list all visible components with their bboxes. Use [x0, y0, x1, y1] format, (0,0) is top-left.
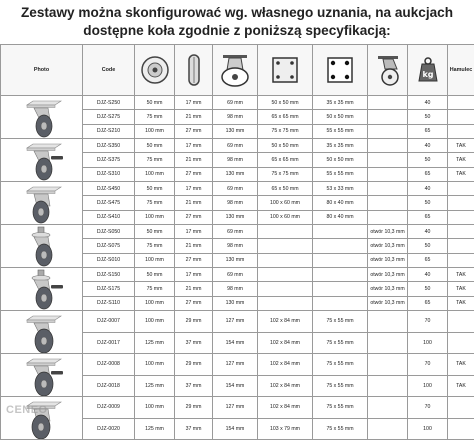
- column-header-1: [83, 45, 135, 96]
- table-cell: [368, 375, 408, 397]
- heading-line-2: dostępne koła zgodnie z poniższą specyfikacją:: [0, 22, 474, 40]
- table-row: [1, 268, 474, 282]
- table-cell: 17 mm: [175, 268, 213, 282]
- heavy-swivel-brake-caster-photo: [11, 354, 73, 396]
- column-header-4: [213, 45, 258, 96]
- table-cell: TAK: [448, 268, 474, 282]
- fixed-plate-caster-photo: [11, 182, 73, 224]
- table-cell: TAK: [448, 354, 474, 376]
- table-cell: TAK: [448, 167, 474, 181]
- table-cell: DJZ-S375: [83, 153, 135, 167]
- table-cell: 130 mm: [213, 210, 258, 224]
- table-cell: 127 mm: [213, 397, 258, 419]
- table-cell: DJZ-S110: [83, 296, 135, 310]
- table-cell: [448, 182, 474, 196]
- table-cell: DJZ-0007: [83, 311, 135, 333]
- table-cell: 50: [408, 239, 448, 253]
- table-cell: 40: [408, 225, 448, 239]
- table-cell: 50 x 50 mm: [313, 153, 368, 167]
- table-cell: 65 x 50 mm: [258, 182, 313, 196]
- product-photo-cell: [1, 354, 83, 397]
- table-cell: 17 mm: [175, 139, 213, 153]
- table-cell: otwór 10,3 mm: [368, 253, 408, 267]
- table-cell: 27 mm: [175, 167, 213, 181]
- table-cell: 70: [408, 354, 448, 376]
- table-cell: 37 mm: [175, 375, 213, 397]
- table-cell: 70: [408, 311, 448, 333]
- table-cell: 102 x 84 mm: [258, 311, 313, 333]
- table-cell: 55 x 55 mm: [313, 167, 368, 181]
- table-cell: 100: [408, 418, 448, 440]
- column-header-label: Code: [102, 67, 115, 73]
- table-cell: DJZ-0009: [83, 397, 135, 419]
- table-cell: DJZ-S075: [83, 239, 135, 253]
- table-cell: [448, 225, 474, 239]
- column-header-8: [408, 45, 448, 96]
- table-cell: 17 mm: [175, 225, 213, 239]
- table-cell: 75 x 55 mm: [313, 311, 368, 333]
- column-header-label: Photo: [34, 67, 49, 73]
- table-cell: 100 mm: [135, 296, 175, 310]
- table-cell: 98 mm: [213, 282, 258, 296]
- table-cell: 75 mm: [135, 153, 175, 167]
- table-cell: DJZ-0017: [83, 332, 135, 354]
- table-cell: 37 mm: [175, 332, 213, 354]
- table-cell: DJZ-0008: [83, 354, 135, 376]
- table-cell: 75 x 75 mm: [258, 124, 313, 138]
- table-cell: [448, 311, 474, 333]
- table-cell: [258, 282, 313, 296]
- table-cell: 100 mm: [135, 167, 175, 181]
- table-cell: TAK: [448, 375, 474, 397]
- table-cell: [368, 354, 408, 376]
- table-cell: 75 mm: [135, 110, 175, 124]
- table-cell: [368, 311, 408, 333]
- caster-height-icon: [217, 52, 253, 88]
- table-cell: 50: [408, 110, 448, 124]
- table-cell: 154 mm: [213, 418, 258, 440]
- table-cell: 50 mm: [135, 182, 175, 196]
- table-cell: 103 x 79 mm: [258, 418, 313, 440]
- swivel-plate-caster-photo: [11, 96, 73, 138]
- table-cell: 69 mm: [213, 96, 258, 110]
- swivel-offset-icon: [373, 53, 403, 87]
- table-cell: 27 mm: [175, 296, 213, 310]
- table-cell: DJZ-S310: [83, 167, 135, 181]
- table-cell: [448, 253, 474, 267]
- table-cell: 50 x 50 mm: [258, 96, 313, 110]
- table-cell: 53 x 33 mm: [313, 182, 368, 196]
- table-cell: [368, 418, 408, 440]
- product-photo-cell: [1, 311, 83, 354]
- table-cell: TAK: [448, 139, 474, 153]
- table-cell: otwór 10,3 mm: [368, 239, 408, 253]
- watermark: CENEO: [6, 404, 48, 416]
- table-row: [1, 311, 474, 333]
- table-cell: 100 mm: [135, 253, 175, 267]
- table-cell: 50 mm: [135, 268, 175, 282]
- heading-line-1: Zestawy można skonfigurować wg. własnego uznania, na aukcjach: [0, 4, 474, 22]
- table-cell: DJZ-S450: [83, 182, 135, 196]
- table-cell: 69 mm: [213, 139, 258, 153]
- table-cell: 100 x 60 mm: [258, 210, 313, 224]
- bolt-hole-brake-caster-photo: [11, 268, 73, 310]
- table-cell: 17 mm: [175, 96, 213, 110]
- table-cell: 100 x 60 mm: [258, 196, 313, 210]
- table-cell: DJZ-S050: [83, 225, 135, 239]
- table-cell: 98 mm: [213, 153, 258, 167]
- table-cell: 125 mm: [135, 332, 175, 354]
- table-cell: 100 mm: [135, 210, 175, 224]
- table-cell: [368, 167, 408, 181]
- table-cell: otwór 10,3 mm: [368, 225, 408, 239]
- table-cell: 50 mm: [135, 225, 175, 239]
- table-cell: 40: [408, 268, 448, 282]
- table-cell: 21 mm: [175, 196, 213, 210]
- column-header-0: [1, 45, 83, 96]
- table-cell: 70: [408, 397, 448, 419]
- table-cell: 100: [408, 332, 448, 354]
- column-header-7: [368, 45, 408, 96]
- table-cell: [448, 418, 474, 440]
- product-photo-cell: [1, 182, 83, 225]
- table-cell: [368, 124, 408, 138]
- hole-spacing-icon: [325, 55, 355, 85]
- column-header-label: Hamulec: [450, 67, 472, 73]
- table-cell: 75 mm: [135, 239, 175, 253]
- table-cell: [448, 196, 474, 210]
- table-row: [1, 354, 474, 376]
- table-cell: 21 mm: [175, 110, 213, 124]
- table-cell: 50 x 50 mm: [258, 139, 313, 153]
- column-header-3: [175, 45, 213, 96]
- table-cell: 75 x 55 mm: [313, 397, 368, 419]
- table-row: [1, 397, 474, 419]
- product-photo-cell: [1, 225, 83, 268]
- table-cell: 40: [408, 182, 448, 196]
- table-cell: 50: [408, 153, 448, 167]
- table-cell: [258, 253, 313, 267]
- table-cell: [448, 397, 474, 419]
- wheel-side-icon: [183, 53, 205, 87]
- table-cell: 102 x 84 mm: [258, 397, 313, 419]
- table-cell: DJZ-S210: [83, 124, 135, 138]
- table-cell: 127 mm: [213, 311, 258, 333]
- swivel-brake-caster-photo: [11, 139, 73, 181]
- table-cell: [258, 239, 313, 253]
- table-cell: [448, 96, 474, 110]
- table-cell: 21 mm: [175, 153, 213, 167]
- table-row: [1, 139, 474, 153]
- table-cell: 65 x 65 mm: [258, 110, 313, 124]
- product-photo-cell: [1, 268, 83, 311]
- table-cell: TAK: [448, 153, 474, 167]
- table-cell: 100 mm: [135, 354, 175, 376]
- table-cell: 154 mm: [213, 375, 258, 397]
- table-cell: 80 x 40 mm: [313, 210, 368, 224]
- table-cell: 75 x 75 mm: [258, 167, 313, 181]
- table-cell: [448, 110, 474, 124]
- table-cell: [313, 225, 368, 239]
- table-cell: 27 mm: [175, 124, 213, 138]
- table-cell: [368, 196, 408, 210]
- table-cell: DJZ-S175: [83, 282, 135, 296]
- table-cell: 130 mm: [213, 253, 258, 267]
- column-header-9: [448, 45, 474, 96]
- table-cell: DJZ-S475: [83, 196, 135, 210]
- table-cell: DJZ-S010: [83, 253, 135, 267]
- table-body: [1, 96, 474, 440]
- table-cell: 100 mm: [135, 311, 175, 333]
- heavy-swivel-caster-photo: [11, 311, 73, 353]
- table-cell: 75 mm: [135, 282, 175, 296]
- table-cell: 65: [408, 124, 448, 138]
- product-photo-cell: [1, 139, 83, 182]
- table-cell: 65: [408, 296, 448, 310]
- table-cell: [368, 139, 408, 153]
- table-cell: [368, 110, 408, 124]
- table-cell: 27 mm: [175, 210, 213, 224]
- table-cell: 21 mm: [175, 282, 213, 296]
- product-photo-cell: [1, 397, 83, 440]
- table-cell: DJZ-S410: [83, 210, 135, 224]
- table-cell: 130 mm: [213, 124, 258, 138]
- table-header-row: [1, 45, 474, 96]
- table-cell: DJZ-S250: [83, 96, 135, 110]
- table-cell: TAK: [448, 296, 474, 310]
- column-header-6: [313, 45, 368, 96]
- table-cell: [313, 268, 368, 282]
- table-cell: DJZ-S150: [83, 268, 135, 282]
- table-row: [1, 225, 474, 239]
- table-cell: [368, 332, 408, 354]
- table-cell: 102 x 84 mm: [258, 375, 313, 397]
- table-cell: [258, 296, 313, 310]
- table-cell: [368, 397, 408, 419]
- table-cell: 75 x 55 mm: [313, 418, 368, 440]
- table-cell: 40: [408, 96, 448, 110]
- table-cell: [313, 282, 368, 296]
- table-cell: 100 mm: [135, 397, 175, 419]
- table-cell: [448, 332, 474, 354]
- table-cell: 98 mm: [213, 110, 258, 124]
- table-cell: 98 mm: [213, 196, 258, 210]
- table-cell: DJZ-0018: [83, 375, 135, 397]
- table-cell: 102 x 84 mm: [258, 354, 313, 376]
- table-cell: 102 x 84 mm: [258, 332, 313, 354]
- column-header-2: [135, 45, 175, 96]
- table-cell: [313, 239, 368, 253]
- table-cell: 35 x 35 mm: [313, 96, 368, 110]
- table-cell: 130 mm: [213, 296, 258, 310]
- table-cell: [258, 268, 313, 282]
- table-cell: 65: [408, 253, 448, 267]
- table-cell: 65 x 65 mm: [258, 153, 313, 167]
- table-cell: 65: [408, 167, 448, 181]
- table-row: [1, 182, 474, 196]
- table-cell: 50 x 50 mm: [313, 110, 368, 124]
- table-cell: 80 x 40 mm: [313, 196, 368, 210]
- table-cell: 55 x 55 mm: [313, 124, 368, 138]
- table-cell: 17 mm: [175, 182, 213, 196]
- table-cell: 75 mm: [135, 196, 175, 210]
- table-row: [1, 96, 474, 110]
- table-cell: [368, 96, 408, 110]
- table-cell: 50: [408, 282, 448, 296]
- table-cell: 127 mm: [213, 354, 258, 376]
- table-cell: [448, 210, 474, 224]
- table-cell: 65: [408, 210, 448, 224]
- table-cell: [368, 153, 408, 167]
- table-cell: 29 mm: [175, 354, 213, 376]
- table-cell: 125 mm: [135, 418, 175, 440]
- table-cell: 125 mm: [135, 375, 175, 397]
- table-cell: 75 x 55 mm: [313, 375, 368, 397]
- table-cell: 35 x 35 mm: [313, 139, 368, 153]
- table-cell: [448, 239, 474, 253]
- table-cell: 50 mm: [135, 96, 175, 110]
- table-cell: 154 mm: [213, 332, 258, 354]
- table-cell: [258, 225, 313, 239]
- table-cell: 50: [408, 196, 448, 210]
- table-cell: [368, 210, 408, 224]
- bolt-hole-caster-photo: [11, 225, 73, 267]
- table-cell: 29 mm: [175, 397, 213, 419]
- table-cell: [313, 253, 368, 267]
- table-cell: 75 x 55 mm: [313, 332, 368, 354]
- table-cell: otwór 10,3 mm: [368, 282, 408, 296]
- column-header-5: [258, 45, 313, 96]
- table-cell: 27 mm: [175, 253, 213, 267]
- table-cell: 29 mm: [175, 311, 213, 333]
- table-cell: 100: [408, 375, 448, 397]
- table-cell: DJZ-0020: [83, 418, 135, 440]
- table-cell: [313, 296, 368, 310]
- table-cell: [368, 182, 408, 196]
- table-cell: 40: [408, 139, 448, 153]
- table-cell: DJZ-S275: [83, 110, 135, 124]
- table-cell: 21 mm: [175, 239, 213, 253]
- wheel-front-icon: [140, 55, 170, 85]
- svg-text:kg: kg: [422, 70, 433, 79]
- table-cell: otwór 10,3 mm: [368, 268, 408, 282]
- table-cell: 69 mm: [213, 268, 258, 282]
- table-cell: DJZ-S350: [83, 139, 135, 153]
- table-cell: 100 mm: [135, 124, 175, 138]
- table-cell: 50 mm: [135, 139, 175, 153]
- table-cell: 98 mm: [213, 239, 258, 253]
- product-photo-cell: [1, 96, 83, 139]
- table-cell: 37 mm: [175, 418, 213, 440]
- table-cell: 75 x 55 mm: [313, 354, 368, 376]
- caster-spec-table: [0, 44, 474, 440]
- plate-size-icon: [270, 55, 300, 85]
- table-cell: TAK: [448, 282, 474, 296]
- page-heading: [0, 4, 474, 40]
- table-cell: [448, 124, 474, 138]
- table-cell: 69 mm: [213, 182, 258, 196]
- table-cell: 130 mm: [213, 167, 258, 181]
- table-cell: otwór 10,3 mm: [368, 296, 408, 310]
- kg-weight-icon: [412, 55, 444, 85]
- table-cell: 69 mm: [213, 225, 258, 239]
